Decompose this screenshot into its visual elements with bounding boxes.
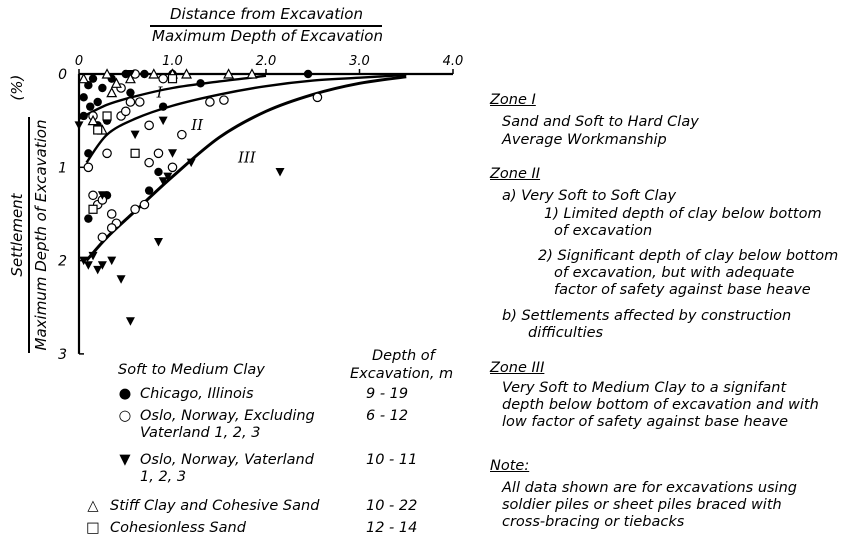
- legend-depth-header-1: Depth of: [372, 348, 435, 364]
- data-point-open-circle: [154, 149, 162, 157]
- data-point-open-square: [169, 75, 177, 83]
- note-line: All data shown are for excavations using: [502, 480, 797, 496]
- data-point-open-circle: [206, 98, 214, 106]
- note-line: cross-bracing or tiebacks: [502, 514, 685, 530]
- data-point-filled-triangle-down: [117, 275, 126, 284]
- data-point-filled-triangle-down: [126, 317, 135, 326]
- legend-open-circle-icon: ○: [118, 408, 132, 424]
- data-point-open-circle: [313, 93, 321, 101]
- data-point-filled-circle: [84, 149, 92, 157]
- zone3-line: low factor of safety against base heave: [502, 414, 789, 430]
- zone2-line: factor of safety against base heave: [554, 282, 811, 298]
- data-point-filled-circle: [89, 74, 97, 82]
- zone-label: II: [191, 115, 204, 134]
- y-axis-title-denominator: Maximum Depth of Excavation: [32, 119, 50, 351]
- data-point-filled-circle: [159, 102, 167, 110]
- data-point-open-square: [131, 149, 139, 157]
- data-point-filled-circle: [79, 112, 87, 120]
- zone2-line: difficulties: [528, 325, 604, 341]
- data-point-filled-circle: [154, 168, 162, 176]
- data-point-open-circle: [159, 74, 167, 82]
- note-line: soldier piles or sheet piles braced with: [502, 497, 782, 513]
- data-point-filled-circle: [79, 93, 87, 101]
- data-point-filled-triangle-down: [131, 131, 140, 140]
- x-tick-label: 1.0: [162, 54, 183, 69]
- zone2-line: b) Settlements affected by construction: [502, 308, 792, 324]
- zone3-line: depth below bottom of excavation and with: [502, 397, 819, 413]
- zone2-heading: Zone II: [490, 166, 541, 182]
- data-point-open-circle: [145, 158, 153, 166]
- zone3-heading: Zone III: [490, 360, 545, 376]
- data-point-open-circle: [89, 191, 97, 199]
- data-point-open-circle: [103, 149, 111, 157]
- y-tick-label: 3: [58, 346, 67, 363]
- data-point-filled-triangle-down: [107, 257, 116, 266]
- legend-item-depth: 9 - 19: [366, 386, 409, 402]
- x-tick-label: 2.0: [255, 54, 277, 69]
- data-point-open-triangle: [107, 88, 116, 97]
- legend-filled-triangle-down-icon: ▼: [119, 452, 131, 468]
- y-axis-title-numerator: Settlement: [8, 193, 26, 277]
- data-point-open-circle: [131, 205, 139, 213]
- zone1-line: Average Workmanship: [502, 132, 667, 148]
- data-point-open-circle: [84, 163, 92, 171]
- legend-item-depth: 10 - 11: [366, 452, 418, 468]
- legend-item-label-line2: 1, 2, 3: [140, 469, 187, 485]
- data-point-open-circle: [98, 233, 106, 241]
- legend-item-label: Oslo, Norway, Vaterland: [140, 452, 314, 468]
- data-point-filled-triangle-down: [276, 168, 285, 177]
- data-point-filled-circle: [86, 102, 94, 110]
- data-point-open-circle: [108, 224, 116, 232]
- data-point-filled-triangle-down: [159, 117, 168, 126]
- data-point-open-circle: [220, 96, 228, 104]
- data-point-open-circle: [126, 98, 134, 106]
- data-point-open-circle: [178, 130, 186, 138]
- data-point-filled-circle: [140, 70, 148, 78]
- zone2-line: of excavation: [554, 223, 653, 239]
- data-point-open-square: [94, 126, 102, 134]
- x-axis-title-denominator: Maximum Depth of Excavation: [152, 27, 383, 45]
- legend-open-square-icon: □: [86, 520, 100, 536]
- data-point-filled-circle: [98, 84, 106, 92]
- data-point-filled-circle: [145, 186, 153, 194]
- data-point-open-circle: [145, 121, 153, 129]
- data-point-open-square: [89, 205, 97, 213]
- legend-open-triangle-icon: △: [87, 498, 99, 514]
- x-axis-title-numerator: Distance from Excavation: [170, 5, 363, 23]
- legend-item-depth: 12 - 14: [366, 520, 418, 536]
- y-tick-label: 2: [58, 253, 67, 270]
- note-heading: Note:: [490, 458, 530, 474]
- data-point-filled-triangle-down: [93, 266, 102, 275]
- data-point-open-triangle: [79, 74, 88, 83]
- data-point-filled-circle: [304, 70, 312, 78]
- data-point-filled-triangle-down: [154, 238, 163, 247]
- zone2-line: of excavation, but with adequate: [554, 265, 795, 281]
- legend-item-label: Oslo, Norway, Excluding: [140, 408, 315, 424]
- zone2-line: 2) Significant depth of clay below bottom: [538, 248, 839, 264]
- legend-item-depth: 10 - 22: [366, 498, 418, 514]
- y-axis-unit: (%): [8, 74, 26, 101]
- data-point-filled-triangle-down: [84, 261, 93, 270]
- legend-item-label: Chicago, Illinois: [140, 386, 254, 402]
- y-tick-label: 0: [58, 67, 67, 83]
- x-tick-label: 0: [74, 54, 84, 69]
- zone-label: III: [237, 148, 256, 167]
- data-point-open-circle: [108, 210, 116, 218]
- legend-filled-circle-icon: ●: [118, 386, 132, 402]
- data-point-filled-circle: [84, 214, 92, 222]
- zone1-heading: Zone I: [490, 92, 536, 108]
- legend-item-depth: 6 - 12: [366, 408, 409, 424]
- data-point-filled-triangle-down: [168, 149, 177, 158]
- zone1-line: Sand and Soft to Hard Clay: [502, 114, 699, 130]
- data-point-open-square: [103, 112, 111, 120]
- data-point-open-circle: [136, 98, 144, 106]
- zone2-line: a) Very Soft to Soft Clay: [502, 188, 677, 204]
- legend-item-label-line2: Vaterland 1, 2, 3: [140, 425, 261, 441]
- data-point-filled-triangle-down: [75, 121, 84, 130]
- data-point-filled-circle: [126, 88, 134, 96]
- data-point-open-circle: [122, 107, 130, 115]
- data-point-filled-circle: [196, 79, 204, 87]
- legend-item-label: Stiff Clay and Cohesive Sand: [110, 498, 320, 514]
- x-tick-label: 4.0: [442, 54, 464, 69]
- x-tick-label: 3.0: [349, 54, 370, 69]
- legend-title: Soft to Medium Clay: [118, 362, 265, 378]
- data-point-filled-circle: [94, 98, 102, 106]
- data-point-open-circle: [140, 200, 148, 208]
- data-point-open-circle: [168, 163, 176, 171]
- legend-item-label: Cohesionless Sand: [110, 520, 246, 536]
- legend-depth-header-2: Excavation, m: [350, 366, 454, 382]
- zone-label: I: [156, 83, 163, 102]
- zone3-line: Very Soft to Medium Clay to a signifant: [502, 380, 787, 396]
- zone2-line: 1) Limited depth of clay below bottom: [544, 206, 822, 222]
- y-tick-label: 1: [58, 160, 67, 177]
